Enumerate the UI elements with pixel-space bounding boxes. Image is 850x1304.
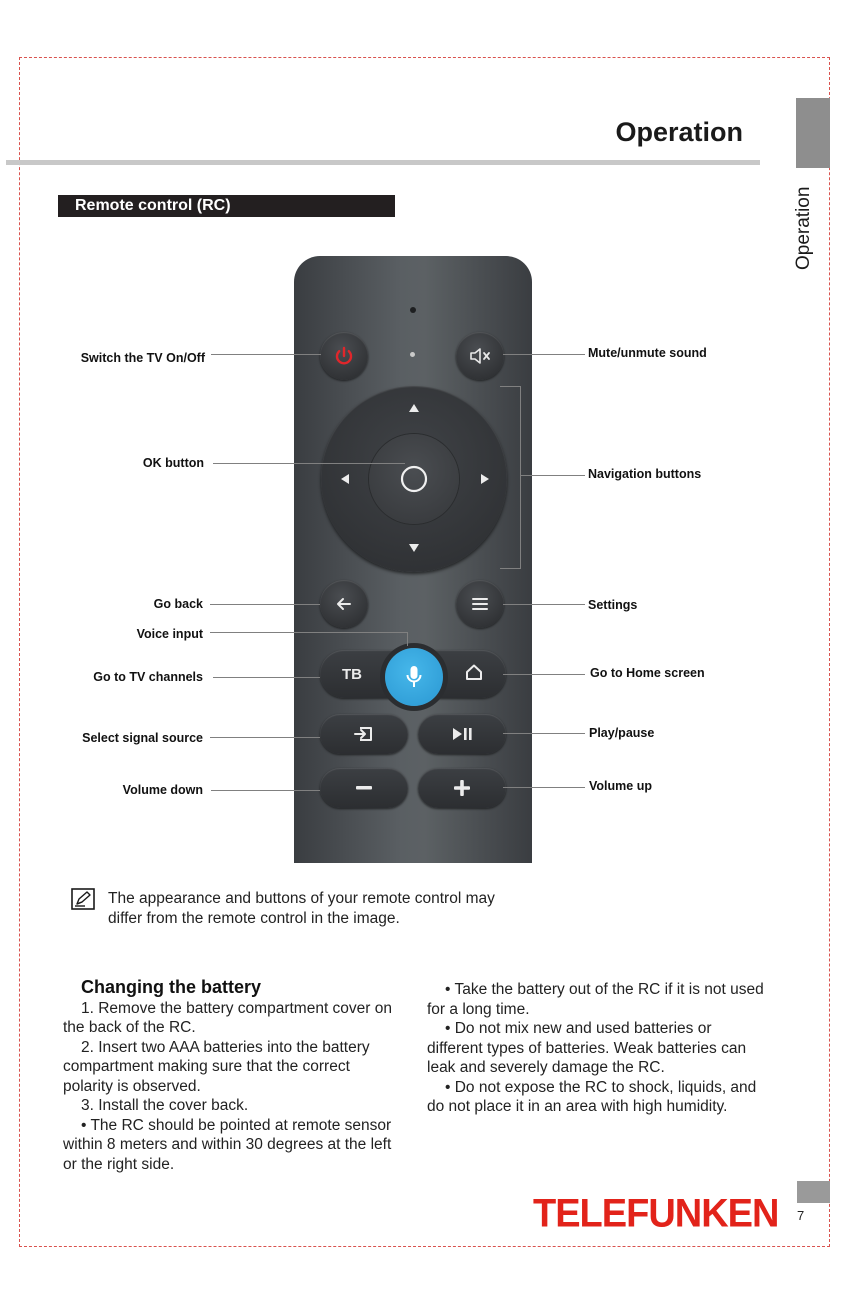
arrow-right-icon[interactable]	[481, 474, 489, 484]
power-button[interactable]	[320, 332, 368, 380]
mute-button[interactable]	[456, 332, 504, 380]
microphone-icon	[405, 664, 423, 690]
navigation-pad	[321, 386, 507, 572]
voice-input-button[interactable]	[385, 648, 443, 706]
back-arrow-icon	[334, 594, 354, 614]
arrow-up-icon[interactable]	[409, 404, 419, 412]
battery-step: 2. Insert two AAA batteries into the battery compartment making sure that the correct polarity is observed.	[63, 1038, 370, 1095]
battery-tip: • Do not expose the RC to shock, liquids, and do not place it in an area with high humidity.	[427, 1078, 757, 1115]
page-number: 7	[797, 1208, 805, 1223]
callout-channels: Go to TV channels	[93, 670, 203, 684]
note-pencil-icon	[71, 888, 95, 910]
leader-line	[210, 604, 320, 605]
navigation-bracket	[520, 386, 521, 569]
home-button[interactable]	[464, 663, 484, 686]
indicator-led	[410, 352, 415, 357]
settings-button[interactable]	[456, 580, 504, 628]
page-tab-marker	[797, 1181, 830, 1203]
callout-mute: Mute/unmute sound	[588, 346, 707, 360]
callout-play-pause: Play/pause	[589, 726, 655, 740]
callout-source: Select signal source	[82, 731, 203, 745]
callout-back: Go back	[153, 597, 203, 611]
callout-home: Go to Home screen	[590, 666, 705, 680]
navigation-bracket	[500, 568, 521, 569]
ok-circle-icon	[399, 464, 429, 494]
back-button[interactable]	[320, 580, 368, 628]
leader-line	[210, 737, 320, 738]
leader-line	[213, 677, 320, 678]
power-icon	[333, 345, 355, 367]
battery-heading: Changing the battery	[81, 977, 262, 997]
battery-tip: • Do not mix new and used batteries or different types of batteries. Weak batteries can leak and severely damage the RC.	[427, 1020, 747, 1076]
arrow-left-icon[interactable]	[341, 474, 349, 484]
input-source-icon	[352, 725, 376, 743]
plus-icon	[453, 779, 471, 797]
callout-navigation: Navigation buttons	[588, 467, 702, 481]
callout-voice: Voice input	[136, 627, 203, 641]
leader-line	[211, 790, 320, 791]
tv-channels-button[interactable]: TB	[342, 665, 362, 683]
side-section-label: Operation	[793, 186, 814, 270]
volume-down-button[interactable]	[320, 768, 408, 808]
source-button[interactable]	[320, 714, 408, 754]
leader-line	[407, 632, 408, 646]
play-pause-button[interactable]	[418, 714, 506, 754]
callout-power: Switch the TV On/Off	[80, 351, 205, 365]
leader-line	[503, 674, 585, 675]
callout-volume-down: Volume down	[122, 783, 203, 797]
page-title: Operation	[615, 117, 743, 147]
section-heading: Remote control (RC)	[58, 195, 395, 217]
play-pause-icon	[450, 726, 474, 742]
battery-tip: • Take the battery out of the RC if it is not used for a long time.	[427, 981, 764, 1018]
brand-logo: TELEFUNKEN	[533, 1192, 779, 1237]
navigation-bracket	[500, 386, 521, 387]
battery-left-column	[63, 978, 393, 1174]
ok-button[interactable]	[369, 434, 459, 524]
leader-line	[503, 733, 585, 734]
callout-volume-up: Volume up	[589, 779, 652, 793]
arrow-down-icon[interactable]	[409, 544, 419, 552]
leader-line	[503, 604, 585, 605]
leader-line	[520, 475, 585, 476]
header-divider	[6, 160, 760, 165]
volume-up-button[interactable]	[418, 768, 506, 808]
mute-icon	[468, 346, 492, 366]
battery-right-column	[427, 980, 767, 1117]
home-icon	[464, 663, 484, 681]
leader-line	[210, 632, 408, 633]
side-tab-marker	[796, 98, 830, 168]
note-text: The appearance and buttons of your remote control may differ from the remote control in the image.	[108, 890, 495, 927]
leader-line	[503, 787, 585, 788]
minus-icon	[355, 785, 373, 791]
battery-step: 3. Install the cover back.	[81, 1097, 249, 1114]
remote-control-image	[294, 256, 532, 863]
leader-line	[503, 354, 585, 355]
callout-ok: OK button	[142, 456, 204, 470]
battery-step: 1. Remove the battery compartment cover on the back of the RC.	[63, 999, 393, 1036]
callout-settings: Settings	[588, 598, 638, 612]
leader-line	[213, 463, 405, 464]
battery-step: • The RC should be pointed at remote sensor within 8 meters and within 30 degrees at the left or the right side.	[63, 1116, 392, 1173]
leader-line	[211, 354, 321, 355]
ir-sensor-dot	[410, 307, 416, 313]
menu-icon	[471, 596, 489, 612]
